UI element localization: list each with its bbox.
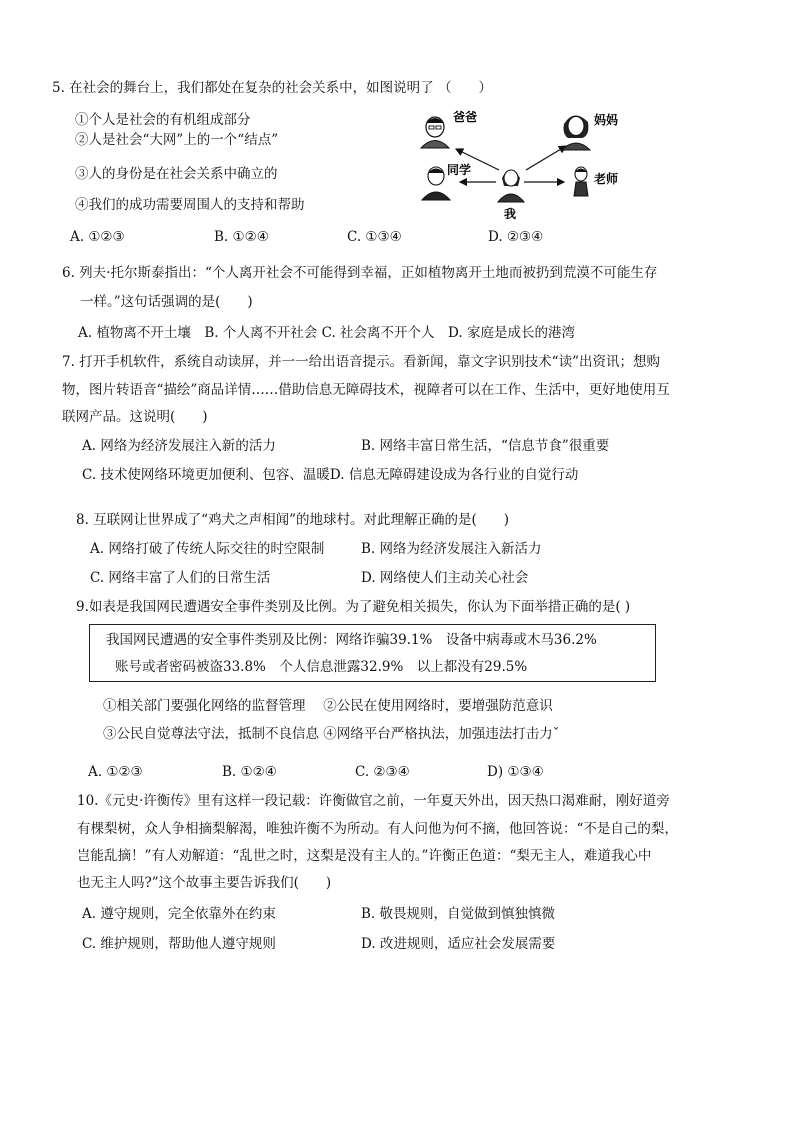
dad-figure-icon [421, 117, 449, 148]
q9-table-line-1: 我国网民遭遇的安全事件类别及比例：网络诈骗39.1% 设备中病毒或木马36.2% [106, 632, 597, 648]
q10-line-4: 也无主人吗?”这个故事主要告诉我们( ) [77, 875, 332, 891]
q8-option-d[interactable]: D. 网络使人们主动关心社会 [361, 570, 529, 586]
q5-option-b[interactable]: B. ①②④ [214, 229, 269, 245]
q10-option-d[interactable]: D. 改进规则，适应社会发展需要 [361, 936, 556, 952]
q6-line-1: 6. 列夫·托尔斯泰指出：“个人离开社会不可能得到幸福，正如植物离开土地而被扔到荒漠不可能生存 [62, 265, 658, 281]
me-figure-icon [498, 170, 524, 202]
label-mom: 妈妈 [594, 113, 619, 127]
q9-option-c[interactable]: C. ②③④ [355, 764, 410, 780]
arrow-to-mom [526, 146, 566, 170]
q7-line-1: 7. 打开手机软件，系统自动读屏，并一一给出语音提示。看新闻，靠文字识别技术“读”出资讯；想购 [62, 354, 660, 370]
social-relations-diagram [416, 104, 656, 224]
label-teacher: 老师 [594, 172, 619, 186]
q5-option-d[interactable]: D. ②③④ [488, 229, 544, 245]
q9-option-d[interactable]: D) ①③④ [487, 764, 544, 780]
q5-statement-4: ④我们的成功需要周围人的支持和帮助 [75, 197, 305, 213]
q9-option-b[interactable]: B. ①②④ [222, 764, 277, 780]
q7-option-a[interactable]: A. 网络为经济发展注入新的活力 [82, 438, 276, 454]
q9-stem: 9.如表是我国网民遭遇安全事件类别及比例。为了避免相关损失，你认为下面举措正确的是( ) [76, 599, 631, 615]
q10-line-2: 有棵梨树，众人争相摘梨解渴，唯独许衡不为所动。有人问他为何不摘，他回答说：“不是自己的梨， [77, 821, 678, 837]
label-dad: 爸爸 [453, 110, 478, 124]
teacher-figure-icon [574, 167, 588, 196]
mom-figure-icon [562, 115, 590, 150]
q5-option-c[interactable]: C. ①③④ [347, 229, 402, 245]
q10-line-1: 10.《元史·许衡传》里有这样一段记载：许衡做官之前，一年夏天外出，因天热口渴难耐，刚好道旁 [77, 793, 670, 809]
q5-option-a[interactable]: A. ①②③ [70, 229, 125, 245]
q7-option-cd[interactable]: C. 技术使网络环境更加便利、包容、温暖D. 信息无障碍建设成为各行业的自觉行动 [82, 467, 579, 483]
label-me: 我 [504, 207, 517, 221]
q8-option-b[interactable]: B. 网络为经济发展注入新活力 [361, 541, 542, 557]
classmate-figure-icon [422, 167, 450, 200]
q10-line-3: 岂能乱摘！”有人劝解道：“乱世之时，这梨是没有主人的。”许衡正色道：“梨无主人，难道我心中 [77, 848, 652, 864]
q7-option-b[interactable]: B. 网络丰富日常生活，“信息节食”很重要 [361, 438, 610, 454]
q9-option-a[interactable]: A. ①②③ [88, 764, 143, 780]
q10-option-c[interactable]: C. 维护规则，帮助他人遵守规则 [82, 936, 276, 952]
q7-line-3: 联网产品。这说明( ) [62, 409, 208, 425]
q5-stem: 5. 在社会的舞台上，我们都处在复杂的社会关系中，如图说明了 （ ） [52, 80, 492, 96]
q5-statement-2: ②人是社会“大网”上的一个“结点” [75, 132, 279, 148]
label-classmate: 同学 [447, 163, 472, 177]
q9-statements-1: ①相关部门要强化网络的监督管理 ②公民在使用网络时，要增强防范意识 [103, 698, 553, 714]
q8-stem: 8. 互联网让世界成了“鸡犬之声相闻”的地球村。对此理解正确的是( ) [76, 512, 510, 528]
q9-statements-2: ③公民自觉尊法守法，抵制不良信息 ④网络平台严格执法，加强违法打击力ˇ [103, 726, 560, 742]
q7-line-2: 物，图片转语音“描绘”商品详情……借助信息无障碍技术，视障者可以在工作、生活中，更好地使用互 [62, 382, 670, 398]
q6-line-2: 一样。”这句话强调的是( ) [80, 294, 253, 310]
q8-option-c[interactable]: C. 网络丰富了人们的日常生活 [90, 570, 271, 586]
q10-option-b[interactable]: B. 敬畏规则，自觉做到慎独慎微 [361, 906, 556, 922]
q8-option-a[interactable]: A. 网络打破了传统人际交往的时空限制 [90, 541, 325, 557]
q6-options[interactable]: A. 植物离不开土壤 B. 个人离不开社会 C. 社会离不开个人 D. 家庭是成长的港湾 [78, 325, 575, 341]
q5-statement-3: ③人的身份是在社会关系中确立的 [75, 166, 278, 182]
q9-table-line-2: 账号或者密码被盗33.8% 个人信息泄露32.9% 以上都没有29.5% [115, 659, 528, 675]
q10-option-a[interactable]: A. 遵守规则，完全依靠外在约束 [82, 906, 276, 922]
q5-statement-1: ①个人是社会的有机组成部分 [75, 112, 251, 128]
